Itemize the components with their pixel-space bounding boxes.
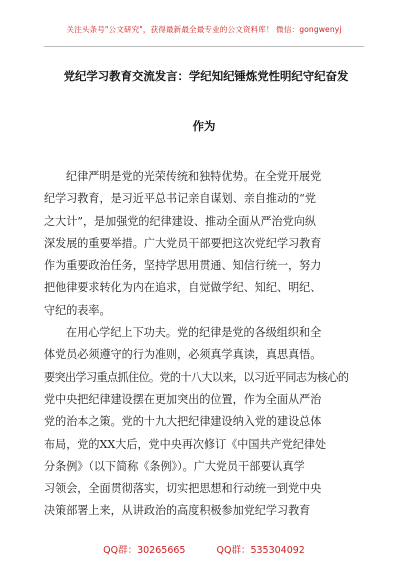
document-body <box>44 166 368 523</box>
body-line: 决策部署上来，从讲政治的高度积极参加党纪学习教育 <box>44 504 311 518</box>
footer-contact <box>0 542 408 556</box>
body-line: 要突出学习重点抓住位。党的十八大以来，以习近平同志为核心的 <box>44 370 349 384</box>
footer-qq-group-1: QQ群：30265665 <box>103 545 186 556</box>
document-title-continuation: 作为 <box>192 119 216 133</box>
body-line: 分条例》（以下简称《条例》）。广大党员干部要认真学 <box>44 459 305 473</box>
body-line: 在用心学纪上下功夫。党的纪律是党的各级组织和全 <box>66 326 322 340</box>
document-title: 党纪学习教育交流发言：学纪知纪锤炼党性明纪守纪奋发 <box>63 69 349 83</box>
body-line: 布局，党的XX大后，党中央再次修订《中国共产党纪律处 <box>44 437 327 451</box>
body-line: 守纪的表率。 <box>44 303 111 317</box>
body-line: 纪律严明是党的光荣传统和独特优势。在全党开展党 <box>66 170 322 183</box>
footer-qq-group-2: QQ群：535304092 <box>216 545 305 556</box>
body-line: 纪学习教育，是习近平总书记亲自谋划、亲自推动的“党 <box>44 192 316 206</box>
body-line: 作为重要政治任务，坚持学思用贯通、知信行统一，努力 <box>44 259 322 273</box>
body-line: 党的治本之策。党的十九大把纪律建设纳入党的建设总体 <box>44 415 322 429</box>
body-line: 党中央把纪律建设摆在更加突出的位置，作为全面从严治 <box>44 392 322 406</box>
body-line: 深发展的重要举措。广大党员干部要把这次党纪学习教育 <box>44 236 322 250</box>
body-line: 习领会，全面贯彻落实，切实把思想和行动统一到党中央 <box>44 482 322 496</box>
body-line: 体党员必须遵守的行为准则，必须真学真读，真思真悟。 <box>44 348 322 362</box>
header-note: 关注头条号"公文研究"，获得最新最全最专业的公文资料库！ 微信：gongwenyj <box>66 25 342 34</box>
body-line: 把他律要求转化为内在追求，自觉做学纪、知纪、明纪、 <box>44 281 322 295</box>
header-divider <box>44 46 364 47</box>
body-line: 之大计”，是加强党的纪律建设、推动全面从严治党向纵 <box>44 214 316 228</box>
